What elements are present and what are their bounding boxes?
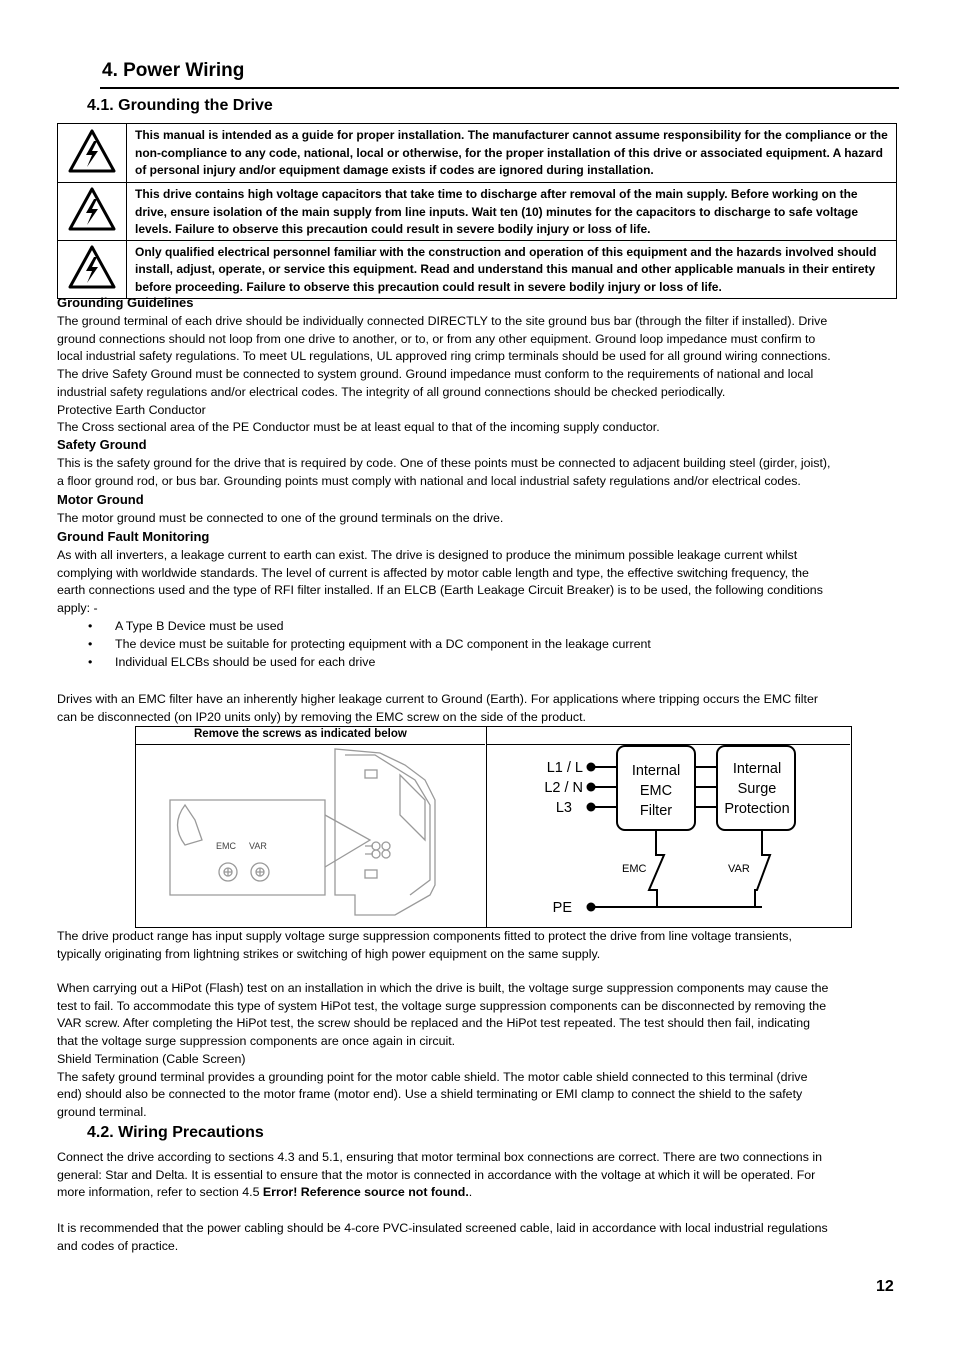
section-4-1-title: 4.1. Grounding the Drive xyxy=(87,97,273,114)
ground-fault-text xyxy=(57,547,897,618)
text-line: and codes of practice. xyxy=(57,1238,179,1253)
filter-label-line: Filter xyxy=(639,803,673,819)
emc-screw-label: EMC xyxy=(216,841,236,851)
motor-ground-title: Motor Ground xyxy=(57,492,144,507)
surge-label-line: Internal xyxy=(732,761,782,777)
page-number: 12 xyxy=(876,1278,894,1295)
terminal-l1-label: L1 / L xyxy=(546,760,583,776)
hipot-paragraph xyxy=(57,980,897,1122)
grounding-guidelines-text xyxy=(57,313,897,437)
text-line: This is the safety ground for the drive that is required by code. One of these points must be connected to adjacent building steel (girder, joist), xyxy=(57,456,831,470)
circuit-diagram xyxy=(487,745,849,925)
surge-label-line: Surge xyxy=(737,781,777,797)
text-line: When carrying out a HiPot (Flash) test on an installation in which the drive is built, the voltage surge suppression components may cause the xyxy=(57,981,829,995)
bullet-marker: • xyxy=(88,655,93,669)
drive-side-illustration xyxy=(140,745,480,923)
text-line: The motor ground must be connected to one of the ground terminals on the drive. xyxy=(57,511,504,525)
warning-cell xyxy=(58,183,127,241)
text-line: It is recommended that the power cabling should be 4-core PVC-insulated screened cable, laid in accordance with local industrial regulations xyxy=(57,1221,828,1235)
text-line: VAR screw. After completing the HiPot test, the screw should be replaced and the HiPot test repeated. The test should then fail, indicating xyxy=(57,1016,811,1031)
emc-switch-label: EMC xyxy=(622,863,647,875)
high-voltage-warning-icon xyxy=(67,186,117,232)
terminal-l2-label: L2 / N xyxy=(544,780,583,796)
text-line: Connect the drive according to sections 4.3 and 5.1, ensuring that motor terminal box connections are correct. There are two connections in xyxy=(57,1150,822,1164)
warning-cell xyxy=(58,240,127,298)
text-line: earth connections used and the type of RFI filter installed. If an ELCB (Earth Leakage Circuit Breaker) is to be used, the following conditions xyxy=(57,583,823,598)
broken-reference: Error! Reference source not found. xyxy=(262,1185,469,1200)
terminal-l3-label: L3 xyxy=(555,800,572,816)
text-line: The drive Safety Ground must be connected to system ground. Ground impedance must conform to the requirements of national and local xyxy=(57,367,814,382)
surge-paragraph xyxy=(57,928,897,963)
text-line: test to fail. To accommodate this type of system HiPot test, the voltage surge suppression components can be disconnected by removing the xyxy=(57,998,827,1013)
diagram-header: Remove the screws as indicated below xyxy=(190,728,411,740)
bullet-item: Individual ELCBs should be used for each drive xyxy=(115,655,376,669)
section-4-2-title: 4.2. Wiring Precautions xyxy=(87,1124,264,1141)
text-line: local industrial safety regulations. To meet UL regulations, UL approved ring crimp terminals should be used for all ground wiring connections. xyxy=(57,349,831,364)
ground-fault-title: Ground Fault Monitoring xyxy=(57,529,210,544)
text-line: The safety ground terminal provides a grounding point for the motor cable shield. The motor cable shield connected to this terminal (drive xyxy=(57,1069,808,1084)
text-line: The drive product range has input supply voltage surge suppression components fitted to protect the drive from line voltage transients, xyxy=(57,929,792,943)
warning-table xyxy=(57,123,897,299)
page-heading: 4. Power Wiring xyxy=(102,60,245,81)
motor-ground-text xyxy=(57,510,897,528)
bullet-marker: • xyxy=(88,637,93,651)
text-line: As with all inverters, a leakage current to earth can exist. The drive is designed to produce the minimum possible leakage current whilst xyxy=(57,548,798,562)
safety-ground-text xyxy=(57,455,897,490)
text-span: more information, refer to section 4.5 xyxy=(57,1185,263,1200)
emc-paragraph xyxy=(57,691,897,726)
bullet-item: The device must be suitable for protecting equipment with a DC component in the leakage current xyxy=(115,637,651,651)
text-line: Shield Termination (Cable Screen) xyxy=(57,1051,246,1066)
safety-ground-title: Safety Ground xyxy=(57,437,147,452)
cabling-paragraph xyxy=(57,1220,897,1255)
warning-cell xyxy=(58,124,127,183)
diagram-header-cell xyxy=(487,727,850,745)
text-line: a floor ground rod, or bus bar. Grounding points must comply with national and local industrial safety regulations and/or electrical codes. xyxy=(57,473,801,488)
warning-text-3: Only qualified electrical personnel familiar with the construction and operation of this equipment and the hazards involved should install, adjust, operate, or service this equipment. Read and understand this manual and other applicable manuals in their entirety before proceeding. Failure to observe this precaution could result in severe bodily injury or loss of life. xyxy=(127,240,897,298)
text-line: industrial safety regulations and/or electrical codes. The integrity of all ground connections should be checked periodically. xyxy=(57,384,726,399)
wiring-paragraph xyxy=(57,1149,897,1202)
high-voltage-warning-icon xyxy=(67,244,117,290)
text-line: ground terminal. xyxy=(57,1104,147,1119)
text-span: . xyxy=(468,1185,473,1200)
text-line: The Cross sectional area of the PE Conductor must be at least equal to that of the incoming supply conductor. xyxy=(57,420,660,435)
text-line: apply: - xyxy=(57,601,98,616)
high-voltage-warning-icon xyxy=(67,128,117,174)
text-line: typically originating from lightning strikes or switching of high power equipment on the same supply. xyxy=(57,946,601,961)
heading-rule xyxy=(100,87,899,89)
text-line: can be disconnected (on IP20 units only) by removing the EMC screw on the side of the product. xyxy=(57,709,586,724)
text-line xyxy=(57,1184,897,1202)
text-line: complying with worldwide standards. The level of current is affected by motor cable length and type, the effective switching frequency, the xyxy=(57,565,809,580)
surge-label-line: Protection xyxy=(724,801,790,817)
text-line: end) should also be connected to the motor frame (motor end). Use a shield terminating or EMI clamp to connect the shield to the safety xyxy=(57,1087,803,1102)
var-screw-label: VAR xyxy=(249,841,267,851)
warning-text-1: This manual is intended as a guide for proper installation. The manufacturer cannot assume responsibility for the compliance or the non-compliance to any code, national, local or otherwise, for the proper installation of this drive or associated equipment. A hazard of personal injury and/or equipment damage exists if codes are ignored during installation. xyxy=(127,124,897,183)
terminal-pe-label: PE xyxy=(552,900,572,916)
bullet-item: A Type B Device must be used xyxy=(115,619,284,633)
text-line: Drives with an EMC filter have an inherently higher leakage current to Ground (Earth). For applications where tripping occurs the EMC filter xyxy=(57,692,818,706)
text-line: The ground terminal of each drive should be individually connected DIRECTLY to the site ground bus bar (through the filter if installed). Drive xyxy=(57,314,828,328)
text-line: ground connections should not loop from one drive to another, or to, or from any other equipment. Ground loop impedance must confirm to xyxy=(57,331,816,346)
filter-label-line: Internal xyxy=(631,763,681,779)
text-line: Protective Earth Conductor xyxy=(57,402,206,417)
filter-label-line: EMC xyxy=(639,783,673,799)
warning-text-2: This drive contains high voltage capacitors that take time to discharge after removal of the main supply. Before working on the drive, ensure isolation of the main supply from line inputs. Wait ten (10) minutes for the capacitors to discharge to safe voltage levels. Failure to observe this precaution could result in severe bodily injury or loss of life. xyxy=(127,183,897,241)
var-switch-label: VAR xyxy=(728,863,750,875)
text-line: that the voltage surge suppression components are once again in circuit. xyxy=(57,1034,456,1049)
grounding-guidelines-title: Grounding Guidelines xyxy=(57,295,194,310)
bullet-marker: • xyxy=(88,619,93,633)
text-line: general: Star and Delta. It is essential to ensure that the motor is connected in accordance with the voltage at which it will be operated. For xyxy=(57,1167,816,1182)
